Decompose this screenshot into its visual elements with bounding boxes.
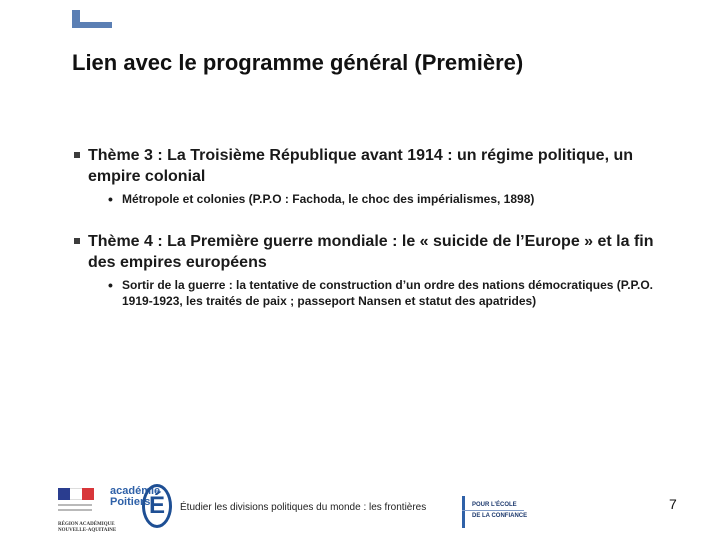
academie-logo-text: académie Poitiers [110, 485, 161, 508]
dot-bullet-icon: • [108, 277, 113, 293]
sub-bullet-text: Sortir de la guerre : la tentative de construction d’un ordre des nations démocratiques (P.P.O. 1919-1923, les traités de paix ; passeport Nansen et statut des apatrides) [122, 278, 654, 308]
bullet-item-theme-4 [72, 231, 672, 309]
ecole-confiance-logo [462, 496, 552, 528]
bullet-heading [72, 145, 672, 187]
sub-bullet [72, 191, 672, 207]
sub-bullet-text: Métropole et colonies (P.P.O : Fachoda, le choc des impérialismes, 1898) [122, 192, 535, 206]
footer-caption: Étudier les divisions politiques du monde : les frontières [180, 502, 427, 513]
slide-footer [0, 470, 720, 540]
sub-bullet [72, 277, 672, 309]
page-number: 7 [669, 496, 677, 512]
academie-poitiers-logo [110, 478, 170, 534]
dot-bullet-icon: • [108, 191, 113, 207]
bullet-heading-text: Thème 3 : La Troisième République avant 1914 : un régime politique, un empire colonial [88, 147, 634, 185]
bullet-heading-text: Thème 4 : La Première guerre mondiale : le « suicide de l’Europe » et la fin des empires européens [88, 233, 654, 271]
corner-bracket-decoration [72, 10, 112, 28]
french-flag-icon [58, 488, 94, 500]
republique-francaise-logo [58, 488, 117, 538]
region-logo-text: RÉGION ACADÉMIQUE NOUVELLE-AQUITAINE [58, 522, 117, 533]
bullet-item-theme-3 [72, 145, 672, 207]
square-bullet-icon [74, 152, 80, 158]
academie-e-icon: É [142, 484, 172, 528]
bullet-heading [72, 231, 672, 273]
square-bullet-icon [74, 238, 80, 244]
slide-title: Lien avec le programme général (Première) [72, 50, 524, 75]
ecole-logo-text: POUR L’ÉCOLE DE LA CONFIANCE [472, 502, 528, 519]
